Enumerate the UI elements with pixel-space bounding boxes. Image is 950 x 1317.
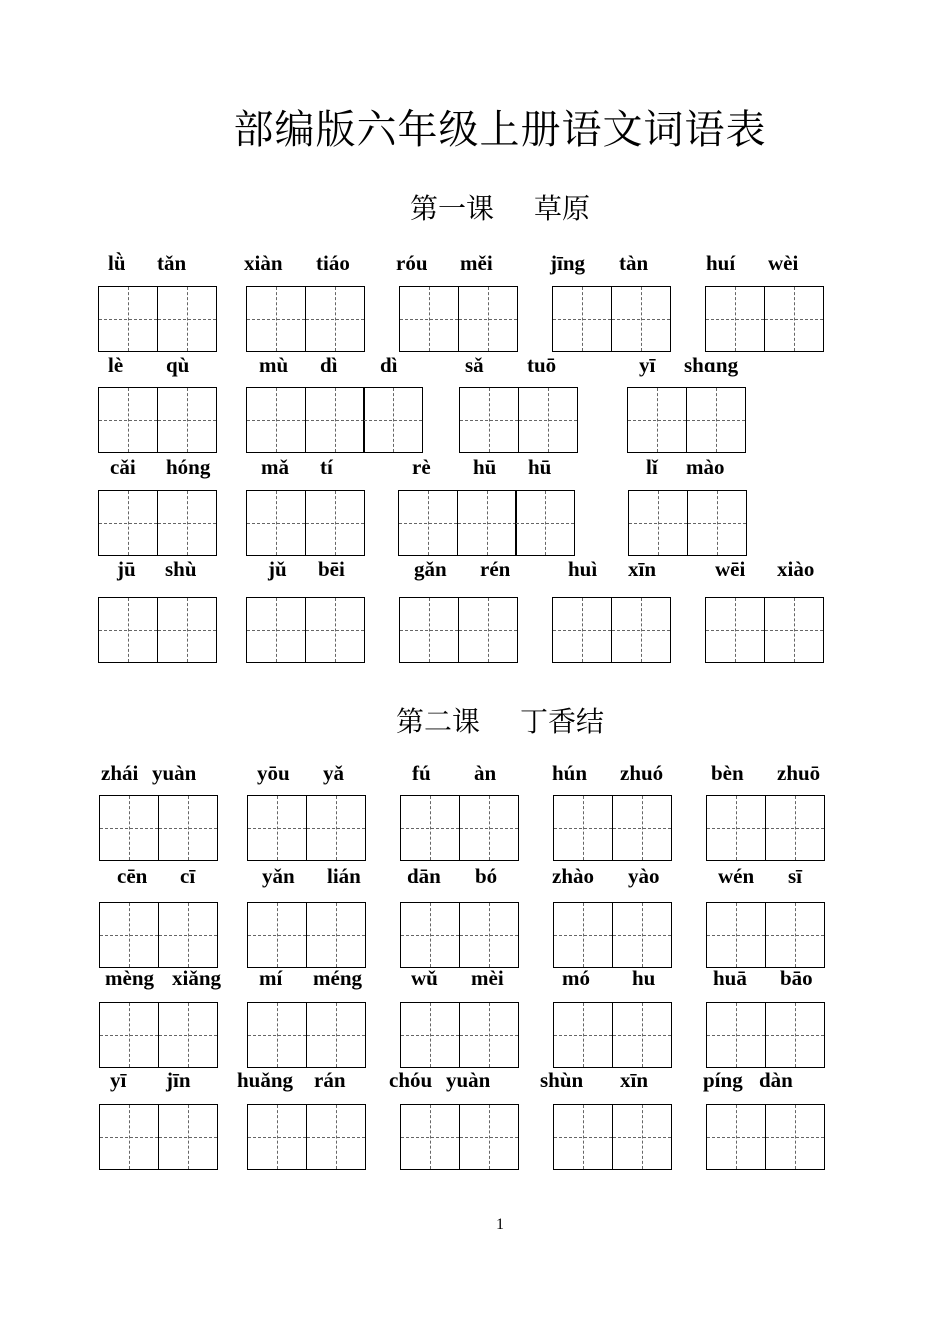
char-cell[interactable] xyxy=(705,286,765,352)
pinyin: tǎn xyxy=(157,251,187,275)
pinyin: hóng xyxy=(166,455,211,479)
word-box[interactable] xyxy=(99,902,218,968)
char-cell[interactable] xyxy=(553,795,613,861)
pinyin: jīng xyxy=(550,251,586,275)
writing-box-row xyxy=(0,490,950,560)
char-cell[interactable] xyxy=(305,490,365,556)
char-cell[interactable] xyxy=(157,490,217,556)
pinyin: rè xyxy=(412,455,431,479)
word-box[interactable] xyxy=(399,597,518,663)
pinyin: qù xyxy=(166,353,190,377)
pinyin: mǎ xyxy=(261,455,289,479)
page-title: 部编版六年级上册语文词语表 xyxy=(233,107,767,153)
word-box[interactable] xyxy=(706,1104,825,1170)
writing-box-row xyxy=(0,795,950,865)
char-cell[interactable] xyxy=(518,387,578,453)
pinyin: chóu xyxy=(389,1068,433,1092)
pinyin: cǎi xyxy=(110,455,136,479)
word-box[interactable] xyxy=(706,1002,825,1068)
char-cell[interactable] xyxy=(305,387,365,453)
word-box[interactable] xyxy=(627,387,746,453)
pinyin: tàn xyxy=(619,251,649,275)
pinyin: shù xyxy=(165,557,197,581)
word-box[interactable] xyxy=(628,490,747,556)
word-box[interactable] xyxy=(99,795,218,861)
pinyin: yào xyxy=(628,864,660,888)
char-cell[interactable] xyxy=(459,1104,519,1170)
char-cell[interactable] xyxy=(157,597,217,663)
pinyin: xiàn xyxy=(244,251,283,275)
lesson-2-heading xyxy=(0,700,950,740)
word-box[interactable] xyxy=(553,1104,672,1170)
pinyin: lǜ xyxy=(108,251,126,275)
word-box[interactable] xyxy=(246,286,365,352)
char-cell[interactable] xyxy=(99,902,159,968)
char-cell[interactable] xyxy=(612,1002,672,1068)
char-cell[interactable] xyxy=(99,1104,159,1170)
char-cell[interactable] xyxy=(553,1002,613,1068)
char-cell[interactable] xyxy=(306,1002,366,1068)
char-cell[interactable] xyxy=(398,490,458,556)
word-box[interactable] xyxy=(246,490,365,556)
pinyin: xīn xyxy=(620,1068,649,1092)
pinyin: zhuó xyxy=(620,761,664,785)
char-cell[interactable] xyxy=(459,1002,519,1068)
pinyin: bēi xyxy=(318,557,345,581)
word-box[interactable] xyxy=(400,1104,519,1170)
char-cell[interactable] xyxy=(612,795,672,861)
pinyin-row xyxy=(0,1068,950,1094)
char-cell[interactable] xyxy=(305,286,365,352)
char-cell[interactable] xyxy=(459,795,519,861)
pinyin: sǎ xyxy=(465,353,484,377)
char-cell[interactable] xyxy=(457,490,517,556)
char-cell[interactable] xyxy=(399,597,459,663)
char-cell[interactable] xyxy=(706,795,766,861)
char-cell[interactable] xyxy=(400,795,460,861)
char-cell[interactable] xyxy=(765,902,825,968)
pinyin: xīn xyxy=(628,557,657,581)
char-cell[interactable] xyxy=(515,490,575,556)
char-cell[interactable] xyxy=(459,387,519,453)
pinyin: lè xyxy=(108,353,124,377)
word-box[interactable] xyxy=(398,490,575,556)
char-cell[interactable] xyxy=(628,490,688,556)
char-cell[interactable] xyxy=(157,286,217,352)
pinyin: bó xyxy=(475,864,498,888)
pinyin: xiào xyxy=(777,557,815,581)
char-cell[interactable] xyxy=(627,387,687,453)
pinyin: tiáo xyxy=(316,251,350,275)
char-cell[interactable] xyxy=(246,490,306,556)
word-box[interactable] xyxy=(247,902,366,968)
pinyin: mèi xyxy=(471,966,504,990)
char-cell[interactable] xyxy=(552,286,612,352)
pinyin: yuàn xyxy=(446,1068,491,1092)
lesson-2-name: 第二课 xyxy=(395,705,480,738)
word-box[interactable] xyxy=(98,597,217,663)
pinyin: yī xyxy=(639,353,656,377)
pinyin: jū xyxy=(117,557,136,581)
word-box[interactable] xyxy=(399,286,518,352)
pinyin-row xyxy=(0,761,950,787)
word-box[interactable] xyxy=(552,286,671,352)
pinyin: yǎn xyxy=(262,864,295,888)
pinyin: róu xyxy=(396,251,428,275)
word-box[interactable] xyxy=(400,902,519,968)
char-cell[interactable] xyxy=(306,902,366,968)
pinyin: xiǎng xyxy=(172,966,222,990)
pinyin-row xyxy=(0,353,950,379)
lesson-1-heading xyxy=(0,187,950,227)
pinyin: gǎn xyxy=(414,557,447,581)
word-box[interactable] xyxy=(552,597,671,663)
word-box[interactable] xyxy=(247,1002,366,1068)
char-cell[interactable] xyxy=(246,387,306,453)
char-cell[interactable] xyxy=(765,1002,825,1068)
word-box[interactable] xyxy=(99,1104,218,1170)
char-cell[interactable] xyxy=(706,1104,766,1170)
pinyin: bāo xyxy=(780,966,813,990)
pinyin: lǐ xyxy=(646,455,658,479)
char-cell[interactable] xyxy=(306,1104,366,1170)
word-box[interactable] xyxy=(553,1002,672,1068)
char-cell[interactable] xyxy=(459,902,519,968)
char-cell[interactable] xyxy=(612,1104,672,1170)
pinyin: píng xyxy=(703,1068,743,1092)
pinyin: hu xyxy=(632,966,656,990)
char-cell[interactable] xyxy=(458,286,518,352)
pinyin: wèi xyxy=(768,251,799,275)
char-cell[interactable] xyxy=(611,597,671,663)
char-cell[interactable] xyxy=(706,1002,766,1068)
char-cell[interactable] xyxy=(305,597,365,663)
pinyin: àn xyxy=(474,761,497,785)
pinyin: hū xyxy=(528,455,552,479)
pinyin: dàn xyxy=(759,1068,793,1092)
char-cell[interactable] xyxy=(686,387,746,453)
pinyin-row xyxy=(0,251,950,277)
pinyin: huí xyxy=(706,251,736,275)
pinyin: wén xyxy=(718,864,755,888)
pinyin: tuō xyxy=(527,353,557,377)
pinyin: dì xyxy=(380,353,398,377)
char-cell[interactable] xyxy=(765,795,825,861)
pinyin-row xyxy=(0,966,950,992)
pinyin: rán xyxy=(314,1068,346,1092)
pinyin: yōu xyxy=(257,761,290,785)
char-cell[interactable] xyxy=(764,597,824,663)
writing-box-row xyxy=(0,1104,950,1174)
writing-box-row xyxy=(0,902,950,972)
word-box[interactable] xyxy=(400,1002,519,1068)
writing-box-row xyxy=(0,387,950,457)
char-cell[interactable] xyxy=(458,597,518,663)
word-box[interactable] xyxy=(459,387,578,453)
word-box[interactable] xyxy=(553,902,672,968)
lesson-2-topic: 丁香结 xyxy=(520,705,605,738)
char-cell[interactable] xyxy=(705,597,765,663)
char-cell[interactable] xyxy=(98,597,158,663)
lesson-1-topic: 草原 xyxy=(534,192,591,225)
pinyin: jǔ xyxy=(268,557,287,581)
pinyin: lián xyxy=(327,864,361,888)
word-box[interactable] xyxy=(706,795,825,861)
pinyin: yuàn xyxy=(152,761,197,785)
word-box[interactable] xyxy=(705,597,824,663)
pinyin: bèn xyxy=(711,761,744,785)
char-cell[interactable] xyxy=(157,387,217,453)
pinyin: cī xyxy=(180,864,196,888)
char-cell[interactable] xyxy=(764,286,824,352)
char-cell[interactable] xyxy=(99,795,159,861)
pinyin: mào xyxy=(686,455,725,479)
char-cell[interactable] xyxy=(400,1002,460,1068)
pinyin: wǔ xyxy=(411,966,438,990)
pinyin: yǎ xyxy=(323,761,344,785)
pinyin: wēi xyxy=(715,557,746,581)
word-box[interactable] xyxy=(246,597,365,663)
word-box[interactable] xyxy=(99,1002,218,1068)
char-cell[interactable] xyxy=(706,902,766,968)
word-box[interactable] xyxy=(98,490,217,556)
pinyin: mó xyxy=(562,966,590,990)
char-cell[interactable] xyxy=(247,795,307,861)
char-cell[interactable] xyxy=(247,902,307,968)
char-cell[interactable] xyxy=(246,597,306,663)
pinyin: mèng xyxy=(105,966,154,990)
char-cell[interactable] xyxy=(399,286,459,352)
word-box[interactable] xyxy=(705,286,824,352)
char-cell[interactable] xyxy=(552,597,612,663)
char-cell[interactable] xyxy=(98,490,158,556)
pinyin: mù xyxy=(259,353,289,377)
char-cell[interactable] xyxy=(98,286,158,352)
char-cell[interactable] xyxy=(612,902,672,968)
pinyin: rén xyxy=(480,557,511,581)
word-box[interactable] xyxy=(706,902,825,968)
word-box[interactable] xyxy=(247,795,366,861)
char-cell[interactable] xyxy=(247,1002,307,1068)
char-cell[interactable] xyxy=(363,387,423,453)
pinyin: huā xyxy=(713,966,747,990)
page-number: 1 xyxy=(496,1216,504,1233)
pinyin: zhào xyxy=(552,864,594,888)
pinyin: dān xyxy=(407,864,441,888)
char-cell[interactable] xyxy=(306,795,366,861)
pinyin: měi xyxy=(460,251,493,275)
pinyin: shùn xyxy=(540,1068,584,1092)
char-cell[interactable] xyxy=(158,1002,218,1068)
pinyin: jīn xyxy=(166,1068,191,1092)
writing-box-row xyxy=(0,597,950,667)
pinyin: cēn xyxy=(117,864,148,888)
char-cell[interactable] xyxy=(246,286,306,352)
char-cell[interactable] xyxy=(247,1104,307,1170)
pinyin: fú xyxy=(412,761,431,785)
char-cell[interactable] xyxy=(158,795,218,861)
pinyin: huì xyxy=(568,557,598,581)
char-cell[interactable] xyxy=(400,1104,460,1170)
char-cell[interactable] xyxy=(99,1002,159,1068)
char-cell[interactable] xyxy=(553,1104,613,1170)
word-box[interactable] xyxy=(98,286,217,352)
writing-box-row xyxy=(0,1002,950,1072)
pinyin: tí xyxy=(320,455,333,479)
lesson-1-name: 第一课 xyxy=(409,192,494,225)
pinyin: huǎng xyxy=(237,1068,294,1092)
pinyin-row xyxy=(0,455,950,481)
pinyin: mí xyxy=(259,966,283,990)
pinyin-row xyxy=(0,864,950,890)
word-box[interactable] xyxy=(247,1104,366,1170)
char-cell[interactable] xyxy=(158,1104,218,1170)
pinyin: hún xyxy=(552,761,588,785)
word-box[interactable] xyxy=(98,387,217,453)
pinyin-row xyxy=(0,557,950,583)
writing-box-row xyxy=(0,286,950,356)
char-cell[interactable] xyxy=(611,286,671,352)
char-cell[interactable] xyxy=(553,902,613,968)
pinyin: hū xyxy=(473,455,497,479)
char-cell[interactable] xyxy=(765,1104,825,1170)
word-box[interactable] xyxy=(553,795,672,861)
char-cell[interactable] xyxy=(98,387,158,453)
pinyin: shɑng xyxy=(684,353,739,377)
char-cell[interactable] xyxy=(687,490,747,556)
word-box[interactable] xyxy=(400,795,519,861)
char-cell[interactable] xyxy=(400,902,460,968)
pinyin: zhuō xyxy=(777,761,821,785)
pinyin: méng xyxy=(313,966,362,990)
pinyin: zhái xyxy=(101,761,139,785)
pinyin: dì xyxy=(320,353,338,377)
word-box[interactable] xyxy=(246,387,423,453)
char-cell[interactable] xyxy=(158,902,218,968)
pinyin: sī xyxy=(788,864,803,888)
pinyin: yī xyxy=(110,1068,127,1092)
